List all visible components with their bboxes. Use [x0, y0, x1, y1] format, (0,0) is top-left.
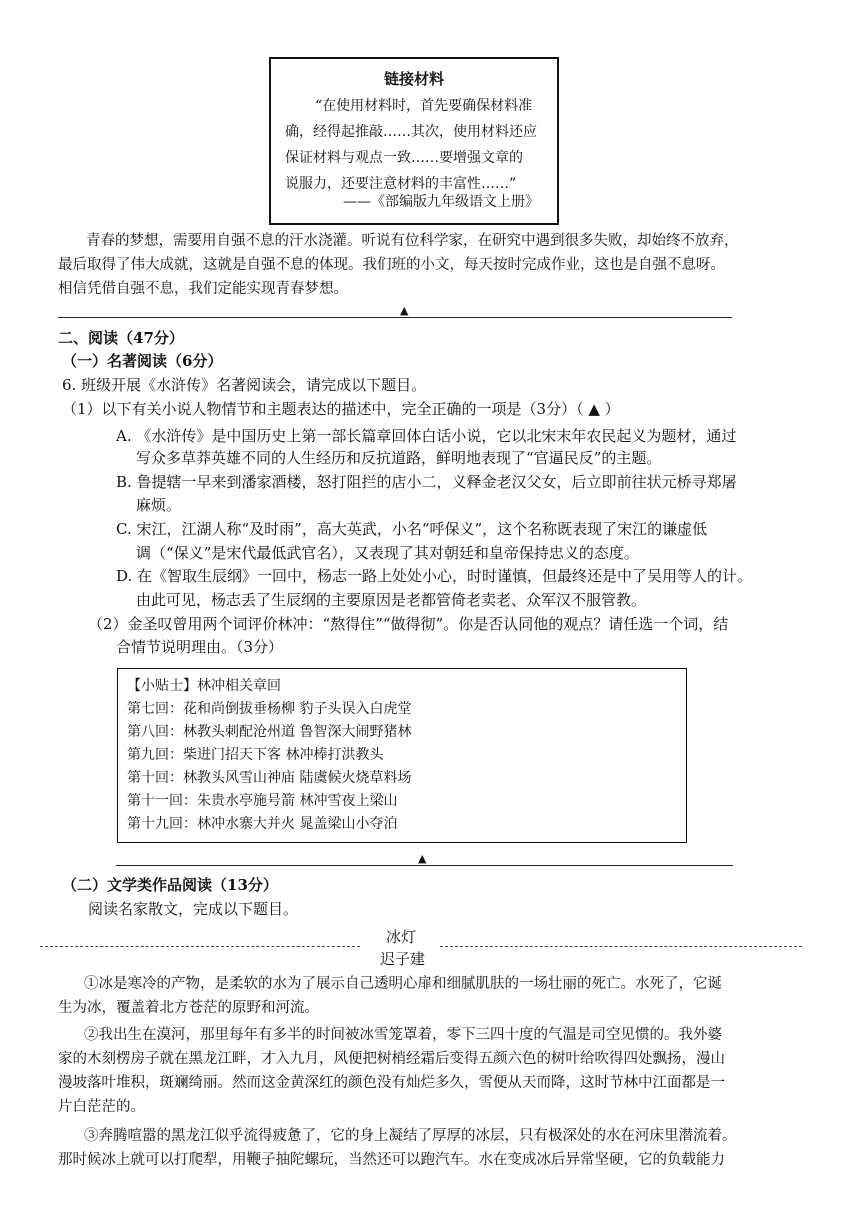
article-line: 那时候冰上就可以打爬犁，用鞭子抽陀螺玩，当然还可以跑汽车。水在变成冰后异常坚硬，它的负载能力 — [58, 1152, 725, 1168]
article-line: 漫坡落叶堆积，斑斓绮丽。然而这金黄深红的颜色没有灿烂多久，雪便从天而降，这时节林中江面都是一 — [58, 1075, 725, 1091]
article-line: ②我出生在漠河，那里每年有多半的时间被冰雪笼罩着，零下三四十度的气温是司空见惯的。我外婆 — [84, 1027, 722, 1043]
tips-chapter: 第八回：林教头刺配沧州道 鲁智深大闹野猪林 — [127, 724, 412, 740]
link-material-title: 链接材料 — [383, 70, 444, 88]
question-6: 6. 班级开展《水浒传》名著阅读会，请完成以下题目。 — [62, 376, 427, 394]
option-c: C. 宋江，江湖人称“及时雨”，高大英武，小名“呼保义”，这个名称既表现了宋江的谦虚低 — [116, 520, 708, 538]
link-material-line: “在使用材料时，首先要确保材料准 — [315, 98, 533, 114]
option-d: D. 在《智取生辰纲》一回中，杨志一路上处处小心，时时谨慎，但最终还是中了吴用等人的计。 — [116, 567, 753, 585]
question-6-1: （1）以下有关小说人物情节和主题表达的描述中，完全正确的一项是（3分）（ ▲ ） — [62, 400, 620, 418]
question-6-2: （2）金圣叹曾用两个词评价林冲：“熬得住”“做得彻”。你是否认同他的观点？请任选一个词，结 — [88, 615, 729, 633]
essay-line: 相信凭借自强不息，我们定能实现青春梦想。 — [58, 281, 348, 297]
part-heading: （二）文学类作品阅读（13分） — [62, 876, 278, 894]
link-material-line: 保证材料与观点一致……要增强文章的 — [285, 150, 523, 166]
option-c-cont: 调（“保义”是宋代最低武官名），又表现了其对朝廷和皇帝保持忠义的态度。 — [136, 544, 639, 562]
article-line: 生为冰，覆盖着北方苍茫的原野和河流。 — [58, 1000, 319, 1016]
option-d-cont: 由此可见，杨志丢了生辰纲的主要原因是老都管倚老卖老、众军汉不服管教。 — [136, 591, 647, 609]
link-material-line: 说服力，还要注意材料的丰富性……” — [285, 176, 517, 192]
article-line: 片白茫茫的。 — [58, 1099, 145, 1115]
option-b-cont: 麻烦。 — [136, 496, 182, 514]
article-author: 迟子建 — [380, 950, 426, 968]
article-line: ①冰是寒冷的产物，是柔软的水为了展示自己透明心扉和细腻肌肤的一场壮丽的死亡。水死了，它诞 — [84, 976, 722, 992]
part-heading: （一）名著阅读（6分） — [62, 352, 223, 370]
option-b: B. 鲁提辖一早来到潘家酒楼，怒打阻拦的店小二，义释金老汉父女，后立即前往状元桥寻郑屠 — [116, 473, 737, 491]
option-a: A. 《水浒传》是中国历史上第一部长篇章回体白话小说，它以北宋末年农民起义为题材，通过 — [116, 427, 737, 445]
tips-title: 【小贴士】林冲相关章回 — [127, 678, 281, 694]
divider — [58, 317, 732, 318]
answer-triangle: ▲ — [400, 304, 409, 317]
tips-chapter: 第七回：花和尚倒拔垂杨柳 豹子头误入白虎堂 — [127, 701, 412, 717]
essay-line: 青春的梦想，需要用自强不息的汗水浇灌。听说有位科学家，在研究中遇到很多失败，却始终不放弃， — [86, 233, 739, 249]
divider — [116, 865, 733, 866]
part-intro: 阅读名家散文，完成以下题目。 — [88, 900, 299, 918]
tips-chapter: 第十九回：林冲水寨大并火 晁盖梁山小夺泊 — [127, 816, 398, 832]
essay-line: 最后取得了伟大成就，这就是自强不息的体现。我们班的小文，每天按时完成作业，这也是自强不息呀。 — [58, 257, 725, 273]
dashed-rule — [440, 946, 802, 947]
answer-triangle: ▲ — [418, 852, 427, 865]
article-line: 家的木刻楞房子就在黑龙江畔，才入九月，风便把树梢经霜后变得五颜六色的树叶给吹得四处飘扬，漫山 — [58, 1051, 725, 1067]
article-line: ③奔腾喧嚣的黑龙江似乎流得疲惫了，它的身上凝结了厚厚的冰层，只有极深处的水在河床里潜流着。 — [84, 1128, 737, 1144]
link-material-source: ——《部编版九年级语文上册》 — [343, 194, 539, 210]
tips-chapter: 第十一回：朱贵水亭施号箭 林冲雪夜上梁山 — [127, 793, 398, 809]
section-heading: 二、阅读（47分） — [58, 329, 184, 347]
question-6-2-cont: 合情节说明理由。（3分） — [116, 638, 284, 656]
option-a-cont: 写众多草莽英雄不同的人生经历和反抗道路，鲜明地表现了“官逼民反”的主题。 — [136, 449, 662, 467]
article-title: 冰灯 — [386, 928, 417, 946]
tips-chapter: 第九回：柴进门招天下客 林冲棒打洪教头 — [127, 747, 384, 763]
link-material-box — [269, 57, 559, 225]
tips-box — [117, 668, 687, 843]
tips-chapter: 第十回：林教头风雪山神庙 陆虞候火烧草料场 — [127, 770, 412, 786]
dashed-rule — [40, 946, 360, 947]
link-material-line: 确，经得起推敲……其次，使用材料还应 — [285, 124, 537, 140]
